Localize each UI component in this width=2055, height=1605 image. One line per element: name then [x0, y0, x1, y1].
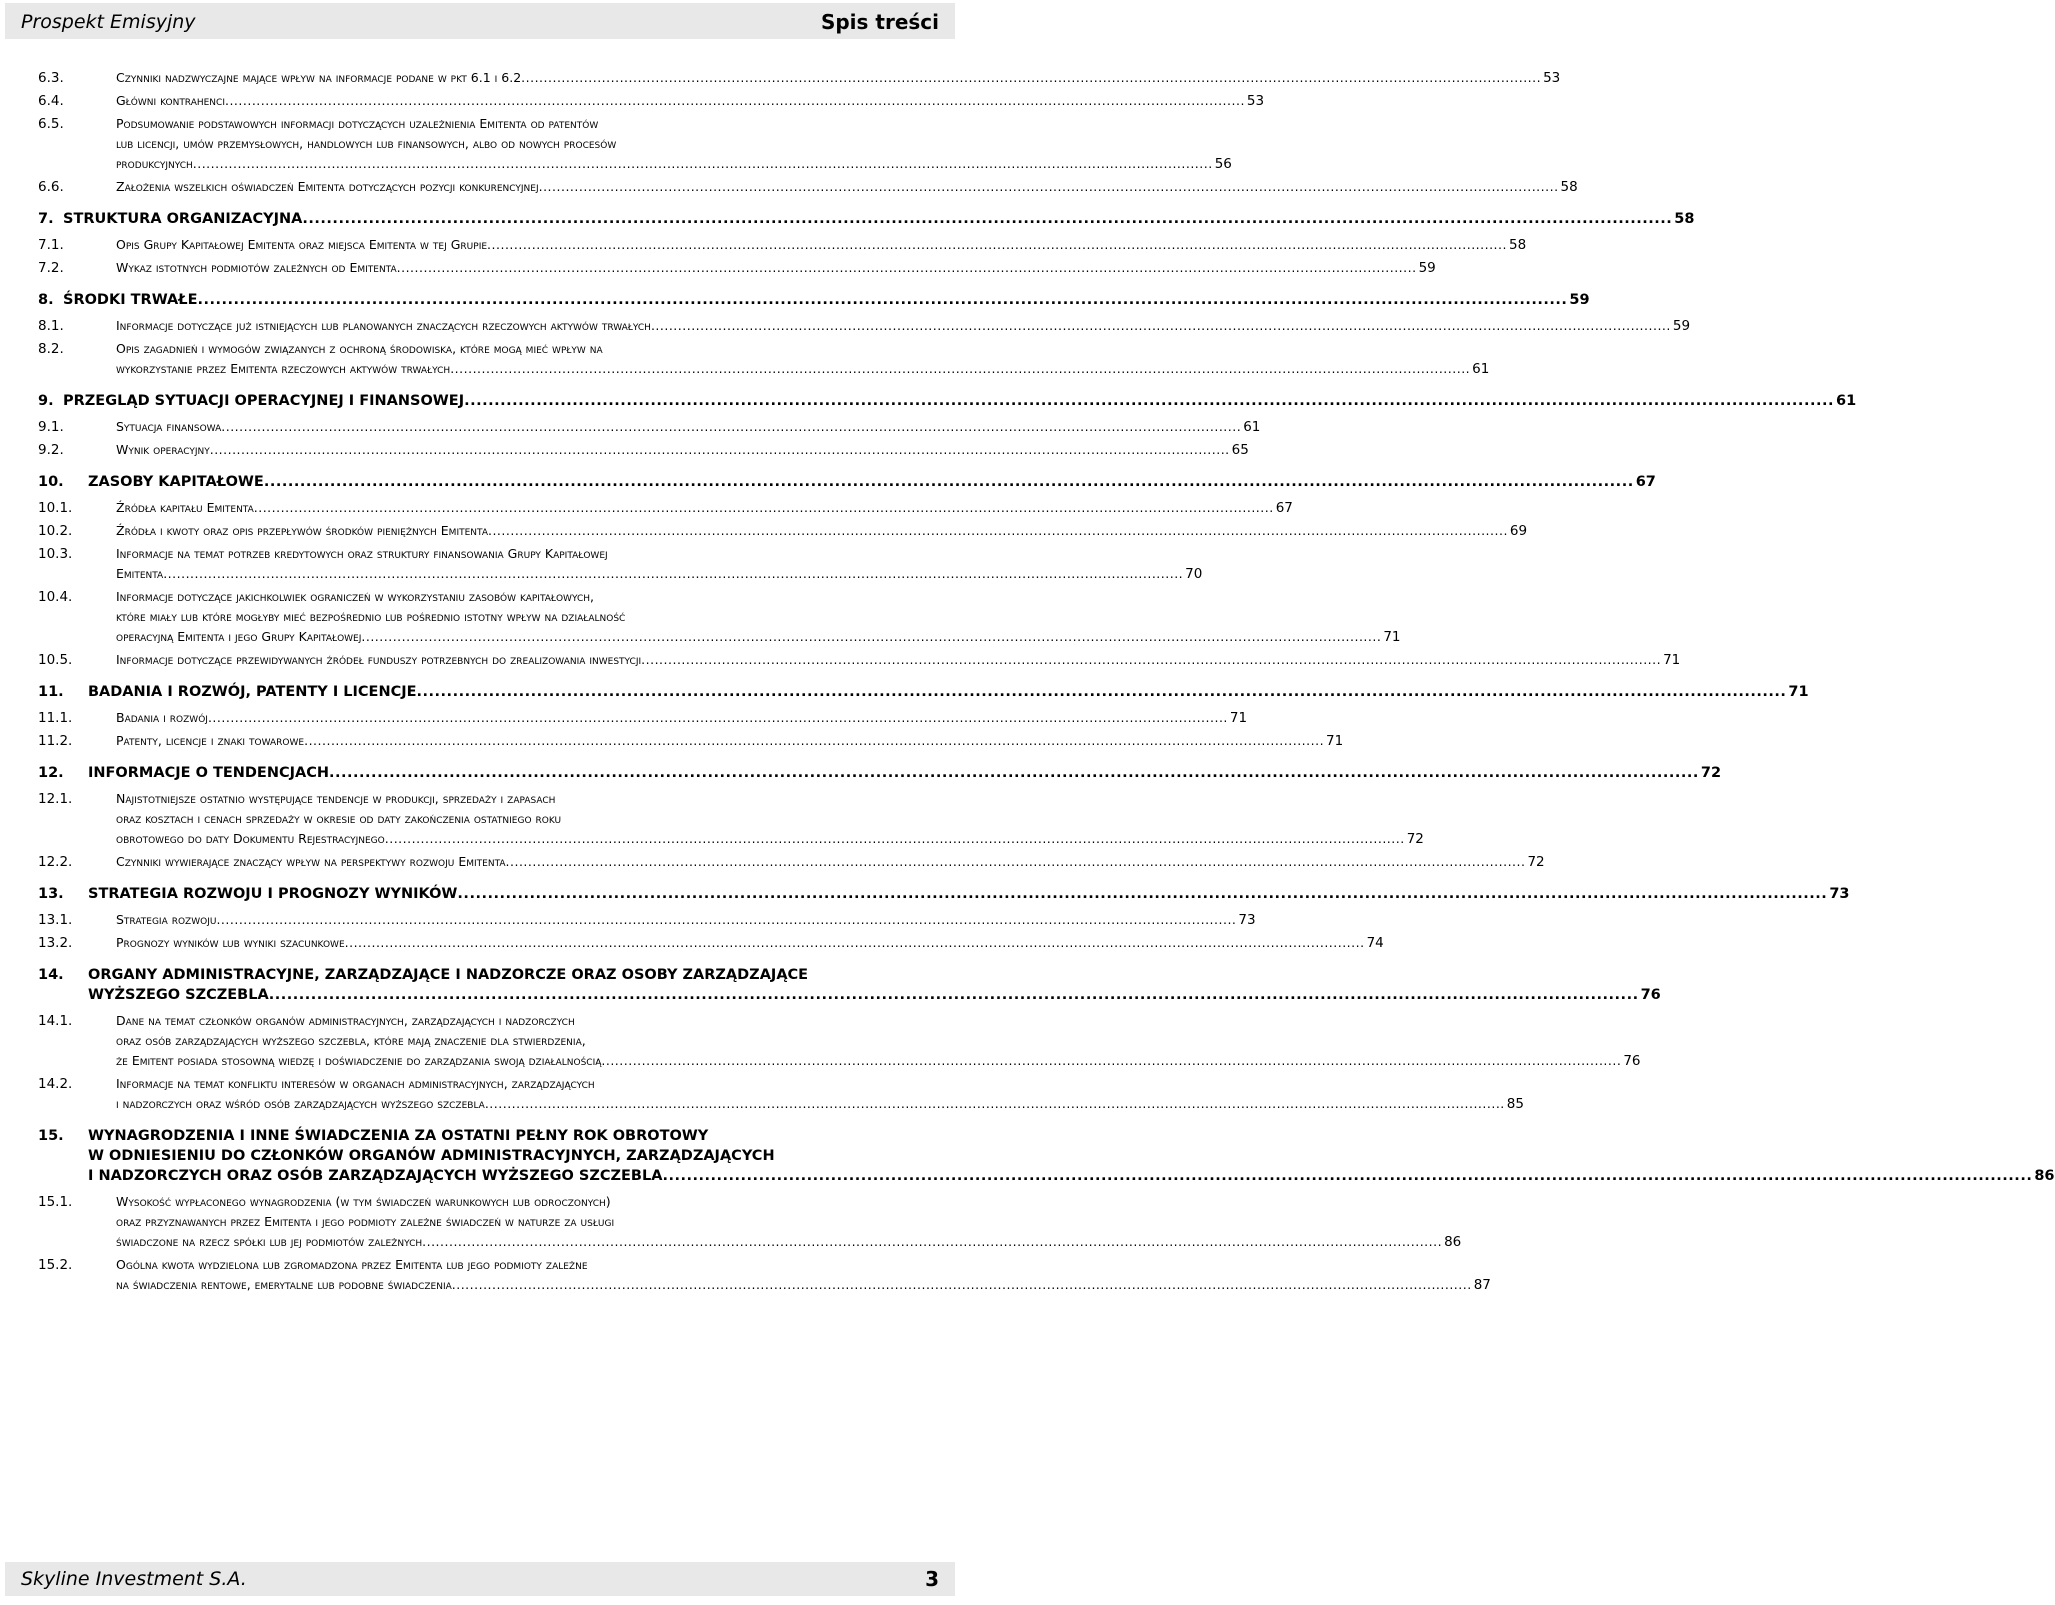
toc-title-line: Opis Grupy Kapitałowej Emitenta oraz miejsca Emitenta w tej Grupie	[116, 237, 488, 252]
toc-chapter[interactable]	[38, 763, 1722, 783]
toc-title-line: Wykaz istotnych podmiotów zależnych od Emitenta	[116, 260, 397, 275]
toc-number: 14.	[38, 967, 64, 983]
toc-page-number: 70	[1185, 566, 1203, 582]
toc-number: 8.	[38, 292, 54, 308]
toc-number: 9.2.	[38, 442, 64, 458]
toc-page-number: 59	[1418, 260, 1436, 276]
toc-title-line: WYŻSZEGO SZCZEBLA	[88, 987, 269, 1003]
toc-title-line: PRZEGLĄD SYTUACJI OPERACYJNEJ I FINANSOWEJ	[63, 393, 465, 409]
toc-title-line: WYNAGRODZENIA I INNE ŚWIADCZENIA ZA OSTATNI PEŁNY ROK OBROTOWY	[88, 1128, 709, 1144]
toc-page-number: 59	[1569, 292, 1590, 308]
toc-section[interactable]	[38, 789, 1424, 849]
toc-section[interactable]	[38, 417, 1261, 437]
toc-number: 10.2.	[38, 523, 73, 539]
toc-title-line: na świadczenia rentowe, emerytalne lub podobne świadczenia	[116, 1277, 452, 1292]
toc-number: 15.2.	[38, 1257, 73, 1273]
toc-page-number: 71	[1663, 652, 1681, 668]
toc-leader-dots: ....................................................................................................................................................................................................................................	[253, 500, 1274, 515]
toc-chapter[interactable]	[38, 391, 1857, 411]
toc-chapter[interactable]	[38, 472, 1656, 492]
toc-number: 8.1.	[38, 318, 64, 334]
toc-section[interactable]	[38, 1074, 1524, 1114]
toc-title-line: Źródła kapitału Emitenta	[116, 500, 254, 515]
toc-section[interactable]	[38, 587, 1401, 647]
toc-leader-dots: ....................................................................................................................................................................................................................................	[451, 1277, 1472, 1292]
toc-title-line: operacyjną Emitenta i jego Grupy Kapitałowej	[116, 629, 362, 644]
toc-number: 10.5.	[38, 652, 73, 668]
toc-title-line: wykorzystanie przez Emitenta rzeczowych aktywów trwałych	[116, 361, 451, 376]
toc-section[interactable]	[38, 339, 1490, 379]
toc-title-line: Badania i rozwój	[116, 710, 208, 725]
toc-title-line: Wysokość wypłaconego wynagrodzenia (w tym świadczeń warunkowych lub odroczonych)	[116, 1194, 611, 1209]
toc-title-line: Emitenta	[116, 566, 164, 581]
toc-title-line: które miały lub które mogłyby mieć bezpośrednio lub pośrednio istotny wpływ na działalność	[116, 609, 626, 624]
toc-leader-dots: ....................................................................................................................................................................................................................................	[521, 70, 1542, 85]
toc-title-line: ORGANY ADMINISTRACYJNE, ZARZĄDZAJĄCE I NADZORCZE ORAZ OSOBY ZARZĄDZAJĄCE	[88, 967, 809, 983]
toc-page-number: 85	[1506, 1096, 1524, 1112]
toc-section[interactable]	[38, 114, 1232, 174]
toc-section[interactable]	[38, 1192, 1462, 1252]
toc-page-number: 65	[1231, 442, 1249, 458]
page-header	[5, 3, 955, 39]
toc-number: 10.4.	[38, 589, 73, 605]
toc-page-number: 69	[1509, 523, 1528, 539]
toc-title-line: W ODNIESIENIU DO CZŁONKÓW ORGANÓW ADMINISTRACYJNYCH, ZARZĄDZAJĄCYCH	[88, 1148, 775, 1164]
toc-number: 11.1.	[38, 710, 73, 726]
toc-page-number: 71	[1788, 684, 1809, 700]
document-title: Prospekt Emisyjny	[21, 11, 196, 33]
toc-title-line: oraz kosztach i cenach sprzedaży w okresie od daty zakończenia ostatniego roku	[116, 811, 562, 826]
page-footer	[5, 1562, 955, 1596]
toc-page-number: 72	[1406, 831, 1424, 847]
toc-leader-dots: ....................................................................................................................................................................................................................................	[209, 442, 1230, 457]
toc-section[interactable]	[38, 910, 1256, 930]
toc-leader-dots: ....................................................................................................................................................................................................................................	[216, 912, 1237, 927]
toc-page-number: 61	[1472, 361, 1490, 377]
toc-number: 9.	[38, 393, 54, 409]
toc-number: 11.	[38, 684, 64, 700]
toc-chapter[interactable]	[38, 1126, 2055, 1186]
toc-title-line: Prognozy wyników lub wyniki szacunkowe	[116, 935, 345, 950]
toc-leader-dots: ....................................................................................................................................................................................................................................	[197, 292, 1568, 308]
toc-title-line: Główni kontrahenci	[116, 93, 225, 108]
toc-section[interactable]	[38, 852, 1545, 872]
toc-title-line: Najistotniejsze ostatnio występujące tendencje w produkcji, sprzedaży i zapasach	[116, 791, 556, 806]
toc-leader-dots: ....................................................................................................................................................................................................................................	[484, 1096, 1505, 1111]
toc-title-line: Wynik operacyjny	[116, 442, 210, 457]
toc-title-line: oraz osób zarządzających wyższego szczebla, które mają znaczenie dla stwierdzenia,	[116, 1033, 586, 1048]
toc-number: 14.2.	[38, 1076, 73, 1092]
page-number: 3	[925, 1567, 939, 1591]
toc-leader-dots: ....................................................................................................................................................................................................................................	[163, 566, 1184, 581]
toc-leader-dots: ....................................................................................................................................................................................................................................	[192, 156, 1213, 171]
toc-number: 8.2.	[38, 341, 64, 357]
toc-title-line: Informacje dotyczące jakichkolwiek ograniczeń w wykorzystaniu zasobów kapitałowych,	[116, 589, 594, 604]
toc-chapter[interactable]	[38, 965, 1661, 1005]
toc-section[interactable]	[38, 316, 1691, 336]
toc-page-number: 73	[1238, 912, 1256, 928]
toc-section[interactable]	[38, 440, 1249, 460]
toc-section[interactable]	[38, 650, 1681, 670]
toc-page-number: 53	[1246, 93, 1265, 109]
toc-title-line: BADANIA I ROZWÓJ, PATENTY I LICENCJE	[88, 684, 417, 700]
toc-page-number: 76	[1640, 987, 1661, 1003]
toc-title-line: Założenia wszelkich oświadczeń Emitenta dotyczących pozycji konkurencyjnej	[116, 179, 539, 194]
toc-section[interactable]	[38, 498, 1293, 518]
toc-leader-dots: ....................................................................................................................................................................................................................................	[464, 393, 1834, 409]
toc-number: 12.1.	[38, 791, 73, 807]
toc-number: 15.	[38, 1128, 64, 1144]
toc-page-number: 86	[1444, 1234, 1462, 1250]
toc-number: 13.1.	[38, 912, 73, 928]
toc-leader-dots: ....................................................................................................................................................................................................................................	[302, 211, 1673, 227]
toc-number: 12.	[38, 765, 64, 781]
toc-leader-dots: ....................................................................................................................................................................................................................................	[641, 652, 1662, 667]
toc-page-number: 58	[1508, 237, 1527, 253]
toc-section[interactable]	[38, 521, 1528, 541]
toc-number: 6.5.	[38, 116, 64, 132]
toc-title-line: świadczone na rzecz spółki lub jej podmiotów zależnych	[116, 1234, 423, 1249]
toc-number: 6.4.	[38, 93, 64, 109]
toc-title-line: Czynniki wywierające znaczący wpływ na perspektywy rozwoju Emitenta	[116, 854, 506, 869]
toc-page-number: 58	[1560, 179, 1578, 195]
toc-leader-dots: ....................................................................................................................................................................................................................................	[538, 179, 1559, 194]
toc-leader-dots: ....................................................................................................................................................................................................................................	[304, 733, 1325, 748]
section-title: Spis treści	[820, 10, 939, 34]
toc-number: 9.1.	[38, 419, 64, 435]
toc-title-line: ŚRODKI TRWAŁE	[63, 292, 198, 308]
toc-leader-dots: ....................................................................................................................................................................................................................................	[268, 987, 1639, 1003]
toc-number: 13.	[38, 886, 64, 902]
toc-section[interactable]	[38, 1011, 1641, 1071]
toc-title-line: że Emitent posiada stosowną wiedzę i doświadczenie do zarządzania swoją działalnością	[116, 1053, 602, 1068]
toc-page-number: 72	[1700, 765, 1722, 781]
toc-title-line: Strategia rozwoju	[116, 912, 217, 927]
toc-title-line: Informacje na temat konfliktu interesów w organach administracyjnych, zarządzających	[116, 1076, 595, 1091]
toc-number: 13.2.	[38, 935, 73, 951]
toc-page-number: 87	[1473, 1277, 1491, 1293]
toc-number: 10.	[38, 474, 64, 490]
toc-section[interactable]	[38, 1255, 1491, 1295]
toc-chapter[interactable]	[38, 884, 1850, 904]
toc-leader-dots: ....................................................................................................................................................................................................................................	[450, 361, 1471, 376]
toc-leader-dots: ....................................................................................................................................................................................................................................	[487, 523, 1508, 538]
toc-leader-dots: ....................................................................................................................................................................................................................................	[396, 260, 1417, 275]
toc-title-line: Opis zagadnień i wymogów związanych z ochroną środowiska, które mogą mieć wpływ na	[116, 341, 603, 356]
toc-leader-dots: ....................................................................................................................................................................................................................................	[361, 629, 1382, 644]
toc-section[interactable]	[38, 933, 1384, 953]
toc-page-number: 67	[1635, 474, 1656, 490]
toc-leader-dots: ....................................................................................................................................................................................................................................	[344, 935, 1365, 950]
toc-number: 11.2.	[38, 733, 73, 749]
toc-leader-dots: ....................................................................................................................................................................................................................................	[416, 684, 1787, 700]
toc-title-line: Ogólna kwota wydzielona lub zgromadzona przez Emitenta lub jego podmioty zależne	[116, 1257, 588, 1272]
toc-title-line: lub licencji, umów przemysłowych, handlowych lub finansowych, albo od nowych procesów	[116, 136, 617, 151]
toc-leader-dots: ....................................................................................................................................................................................................................................	[263, 474, 1634, 490]
toc-leader-dots: ....................................................................................................................................................................................................................................	[384, 831, 1405, 846]
toc-leader-dots: ....................................................................................................................................................................................................................................	[207, 710, 1228, 725]
toc-page-number: 53	[1543, 70, 1561, 86]
toc-title-line: Informacje dotyczące przewidywanych źródeł funduszy potrzebnych do zrealizowania inwestycji	[116, 652, 642, 667]
toc-leader-dots: ....................................................................................................................................................................................................................................	[457, 886, 1828, 902]
toc-number: 14.1.	[38, 1013, 73, 1029]
toc-leader-dots: ....................................................................................................................................................................................................................................	[662, 1168, 2033, 1184]
toc-leader-dots: ....................................................................................................................................................................................................................................	[224, 93, 1245, 108]
toc-section[interactable]	[38, 258, 1436, 278]
toc-title-line: Dane na temat członków organów administracyjnych, zarządzających i nadzorczych	[116, 1013, 575, 1028]
toc-title-line: STRUKTURA ORGANIZACYJNA	[63, 211, 303, 227]
toc-leader-dots: ....................................................................................................................................................................................................................................	[329, 765, 1699, 781]
toc-leader-dots: ....................................................................................................................................................................................................................................	[650, 318, 1671, 333]
toc-page-number: 76	[1623, 1053, 1641, 1069]
toc-section[interactable]	[38, 544, 1203, 584]
toc-number: 10.3.	[38, 546, 73, 562]
toc-title-line: INFORMACJE O TENDENCJACH	[88, 765, 329, 781]
toc-page-number: 71	[1326, 733, 1344, 749]
toc-number: 7.2.	[38, 260, 64, 276]
toc-title-line: Źródła i kwoty oraz opis przepływów środków pieniężnych Emitenta	[116, 523, 488, 538]
toc-title-line: Informacje dotyczące już istniejących lub planowanych znaczących rzeczowych aktywów trwałych	[116, 318, 651, 333]
toc-number: 7.	[38, 211, 54, 227]
toc-chapter[interactable]	[38, 209, 1695, 229]
toc-chapter[interactable]	[38, 290, 1590, 310]
toc-title-line: obrotowego do daty Dokumentu Rejestracyjnego	[116, 831, 385, 846]
toc-page-number: 61	[1243, 419, 1261, 435]
toc-section[interactable]	[38, 177, 1578, 197]
toc-title-line: Patenty, licencje i znaki towarowe	[116, 733, 305, 748]
table-of-contents	[38, 68, 2055, 1298]
toc-title-line: Informacje na temat potrzeb kredytowych oraz struktury finansowania Grupy Kapitałowej	[116, 546, 608, 561]
toc-section[interactable]	[38, 68, 1561, 88]
company-name: Skyline Investment S.A.	[21, 1568, 247, 1590]
toc-section[interactable]	[38, 708, 1248, 728]
toc-section[interactable]	[38, 235, 1527, 255]
toc-leader-dots: ....................................................................................................................................................................................................................................	[487, 237, 1507, 252]
toc-title-line: Sytuacja finansowa	[116, 419, 222, 434]
toc-page-number: 59	[1672, 318, 1691, 334]
toc-leader-dots: ....................................................................................................................................................................................................................................	[601, 1053, 1622, 1068]
toc-page-number: 86	[2034, 1168, 2055, 1184]
toc-title-line: I NADZORCZYCH ORAZ OSÓB ZARZĄDZAJĄCYCH WYŻSZEGO SZCZEBLA	[88, 1168, 663, 1184]
toc-page-number: 71	[1383, 629, 1401, 645]
toc-chapter[interactable]	[38, 682, 1809, 702]
toc-page-number: 73	[1829, 886, 1850, 902]
toc-leader-dots: ....................................................................................................................................................................................................................................	[221, 419, 1242, 434]
toc-section[interactable]	[38, 731, 1344, 751]
toc-title-line: produkcyjnych	[116, 156, 193, 171]
toc-number: 6.3.	[38, 70, 64, 86]
toc-page-number: 56	[1214, 156, 1232, 172]
toc-title-line: ZASOBY KAPITAŁOWE	[88, 474, 264, 490]
toc-title-line: i nadzorczych oraz wśród osób zarządzających wyższego szczebla	[116, 1096, 485, 1111]
toc-number: 12.2.	[38, 854, 73, 870]
toc-page-number: 74	[1366, 935, 1384, 951]
toc-page-number: 71	[1229, 710, 1248, 726]
toc-title-line: STRATEGIA ROZWOJU I PROGNOZY WYNIKÓW	[88, 886, 458, 902]
toc-number: 7.1.	[38, 237, 64, 253]
toc-leader-dots: ....................................................................................................................................................................................................................................	[422, 1234, 1443, 1249]
toc-title-line: oraz przyznawanych przez Emitenta i jego podmioty zależne świadczeń w naturze za usługi	[116, 1214, 615, 1229]
toc-page-number: 58	[1674, 211, 1695, 227]
toc-page-number: 67	[1275, 500, 1293, 516]
toc-number: 6.6.	[38, 179, 64, 195]
toc-page-number: 72	[1527, 854, 1545, 870]
toc-page-number: 61	[1836, 393, 1857, 409]
toc-leader-dots: ....................................................................................................................................................................................................................................	[505, 854, 1526, 869]
toc-section[interactable]	[38, 91, 1265, 111]
toc-title-line: Czynniki nadzwyczajne mające wpływ na informacje podane w pkt 6.1 i 6.2	[116, 70, 522, 85]
toc-title-line: Podsumowanie podstawowych informacji dotyczących uzależnienia Emitenta od patentów	[116, 116, 599, 131]
toc-number: 15.1.	[38, 1194, 73, 1210]
toc-number: 10.1.	[38, 500, 73, 516]
